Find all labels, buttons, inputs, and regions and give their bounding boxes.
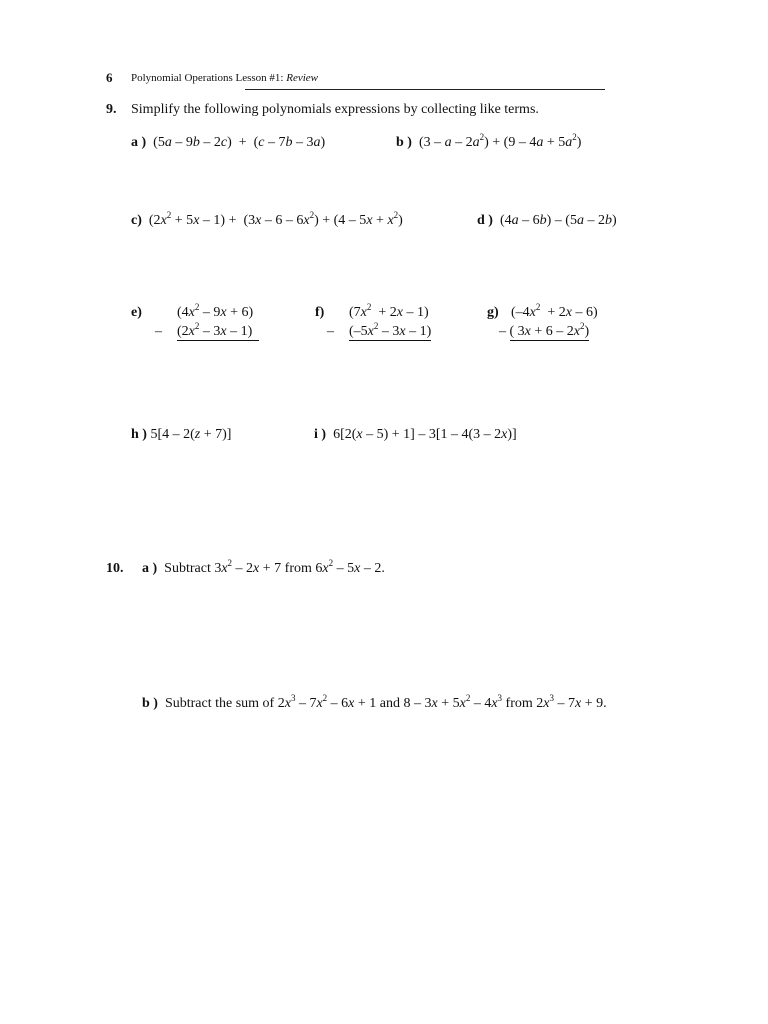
- q9-e-line-1: $(4x^2 - 9x + 6)$: [177, 302, 254, 320]
- q10-part-a: a ) Subtract $3x^2 - 2x + 7$ from $6x^2 - 5x - 2$.: [142, 558, 385, 576]
- question-10-number: 10.: [106, 561, 124, 576]
- q10-a-label: a ): [142, 561, 158, 576]
- q9-part-c: c) $(2x^2 + 5x - 1) + (3x - 6 - 6x^2) + (4 - 5x + x^2)$: [131, 210, 403, 228]
- q9-e-minus: –: [155, 324, 162, 339]
- q10-b-label: b ): [142, 696, 158, 711]
- q9-part-h: h ) 5[4 – 2(z + 7)]: [131, 427, 232, 442]
- q9-e-label: e): [131, 305, 142, 320]
- page-number: 6: [106, 70, 113, 85]
- header-title: [131, 72, 318, 84]
- q9-h-label: h ): [131, 427, 147, 442]
- q9-part-d: d ) (4a – 6b) – (5a – 2b): [477, 213, 617, 228]
- q9-d-label: d ): [477, 213, 493, 228]
- q9-part-i: i ) 6[2(x – 5) + 1] – 3[1 – 4(3 – 2x)]: [314, 427, 517, 442]
- header-title-text: Polynomial Operations Lesson #1:: [131, 72, 287, 84]
- q9-f-label: f): [315, 305, 325, 320]
- q9-f-line-1: $(7x^2 + 2x - 1)$: [349, 302, 429, 320]
- q9-e-line-2: $(2x^2 - 3x - 1)$: [177, 321, 260, 339]
- q9-part-b: b ) $(3 - a - 2a^2) + (9 - 4a + 5a^2)$: [396, 132, 582, 150]
- q9-f-minus: –: [327, 324, 334, 339]
- question-9-number: 9.: [106, 102, 117, 117]
- question-9-instruction: Simplify the following polynomials expressions by collecting like terms.: [131, 102, 539, 117]
- q9-g-line-1: $(-4x^2 + 2x - 6)$: [511, 302, 598, 320]
- q9-part-a: a ) (5a – 9b – 2c) + (c – 7b – 3a): [131, 135, 326, 150]
- q9-c-label: c): [131, 213, 142, 228]
- q9-g-line-2: – ( $3x + 6 - 2x^2$): [499, 321, 590, 339]
- q9-a-label: a ): [131, 135, 147, 150]
- q9-g-label: g): [487, 305, 499, 320]
- header-title-italic: Review: [286, 72, 318, 84]
- header-rule: [245, 89, 605, 90]
- q10-part-b: b ) Subtract the sum of $2x^3 - 7x^2 - 6x + 1$ and $8 - 3x + 5x^2 - 4x^3$ from $2x^3 - 7x + 9$.: [142, 693, 607, 711]
- q9-b-label: b ): [396, 135, 412, 150]
- q9-f-line-2: $(-5x^2 - 3x - 1)$: [349, 321, 432, 339]
- q9-i-label: i ): [314, 427, 327, 442]
